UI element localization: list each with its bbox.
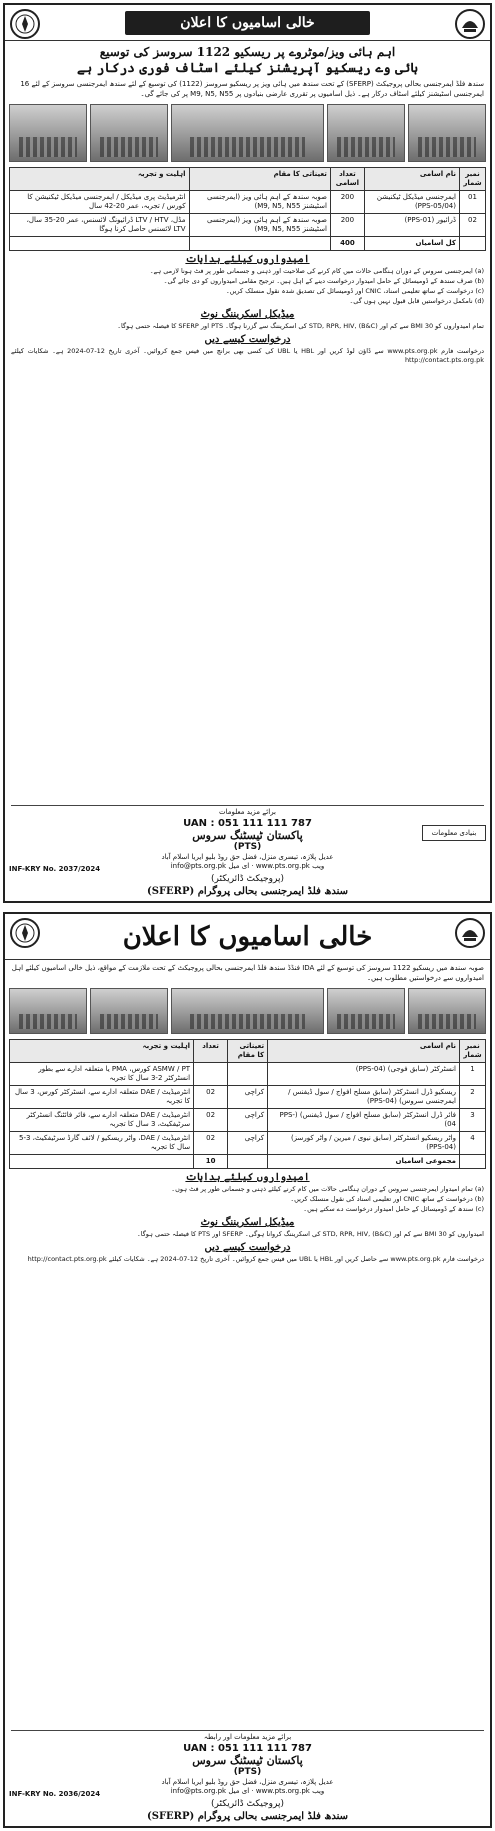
cell-post: ریسکیو ڈرل انسٹرکٹر (سابق مسلح افواج / سول ڈیفنس / ایمرجنسی سروس) (PPS-04) bbox=[268, 1086, 460, 1109]
sindh-emblem-icon bbox=[9, 917, 41, 949]
ad-1-medical-title: میڈیکل اسکریننگ نوٹ bbox=[200, 309, 295, 320]
rescue-parade-photo bbox=[171, 104, 325, 162]
cell-count bbox=[194, 1063, 228, 1086]
divider bbox=[11, 805, 484, 806]
table-row bbox=[10, 1109, 486, 1132]
col-sno: نمبر شمار bbox=[460, 1040, 486, 1063]
cell-post: ڈرائیور (PPS-01) bbox=[364, 214, 459, 237]
signatory-title: (پروجیکٹ ڈائریکٹر) bbox=[211, 1799, 284, 1809]
cell-count: 200 bbox=[330, 214, 364, 237]
pts-contact: info@pts.org.pk ای میل · www.pts.org.pk ویب bbox=[170, 1787, 325, 1795]
ad-1-medical-note: تمام امیدواروں کو BMI 30 سے کم اور STD, RPR, HIV, (B&C) کی اسکریننگ سے گزرنا ہوگا۔ PTS اور SFERP کا فیصلہ حتمی ہوگا۔ bbox=[117, 322, 484, 330]
cell-qualification: ASMW / PT کورس، PMA یا متعلقہ ادارے سے بطور انسٹرکٹر 2-3 سال کا تجربہ bbox=[10, 1063, 194, 1086]
signatory-org: سندھ فلڈ ایمرجنسی بحالی پروگرام (SFERP) bbox=[147, 1811, 348, 1822]
ad-1-ref-number: INF-KRY No. 2037/2024 bbox=[9, 865, 101, 873]
cell-qualification: مڈل، LTV / HTV ڈرائیونگ لائسنس، عمر 20-35 سال، LTV لائسنس حاصل کرنا ہوگا bbox=[10, 214, 190, 237]
ad-1-jobs-table bbox=[9, 167, 486, 251]
instruction-item: (c) سندھ کے ڈومیسائل کے حامل امیدوار درخواست دے سکتے ہیں۔ bbox=[303, 1205, 484, 1213]
cell-post: فائر ڈرل انسٹرکٹر (سابق مسلح افواج / سول ڈیفنس) (PPS-04) bbox=[268, 1109, 460, 1132]
col-count: تعداد اسامی bbox=[330, 168, 364, 191]
cell-total-value: 400 bbox=[330, 237, 364, 251]
ad-2-jobs-table bbox=[9, 1039, 486, 1169]
cell-sno: 01 bbox=[460, 191, 486, 214]
ad-2-footer bbox=[5, 1728, 490, 1826]
instruction-item: (b) صرف سندھ کے ڈومیسائل کے حامل امیدوار درخواست دینے کے اہل ہیں۔ ترجیح مقامی امیدواروں کو دی جائے گی۔ bbox=[163, 277, 484, 285]
ad-1-headline: اہم ہائی ویز/موٹروے پر ریسکیو 1122 سروسز کی توسیع bbox=[99, 45, 396, 59]
cell-location: کراچی bbox=[228, 1132, 268, 1155]
cell-location: کراچی bbox=[228, 1086, 268, 1109]
ad-2-medical-note: امیدواروں کو BMI 30 سے کم اور STD, RPR, HIV, (B&C) کی اسکریننگ کروانا ہوگی۔ SFERP اور PTS کا فیصلہ حتمی ہوگا۔ bbox=[136, 1230, 484, 1238]
ad-1-apply-title: درخواست کیسے دیں bbox=[204, 334, 291, 345]
table-row bbox=[10, 214, 486, 237]
pts-name-urdu: پاکستان ٹیسٹنگ سروس bbox=[192, 829, 303, 842]
ad-1-footer bbox=[5, 803, 490, 901]
cell-qualification: انٹرمیڈیٹ / DAE متعلقہ ادارے سے، انسٹرکٹر کورس، 3 سال کا تجربہ bbox=[10, 1086, 194, 1109]
ad-1-instructions-title: امیدواروں کیلئے ہدایات bbox=[185, 254, 310, 265]
pts-name-en: (PTS) bbox=[233, 842, 262, 852]
cell-sno: 4 bbox=[460, 1132, 486, 1155]
col-qualification: اہلیت و تجربہ bbox=[10, 1040, 194, 1063]
cell-empty bbox=[460, 237, 486, 251]
ambulance-photo bbox=[327, 104, 405, 162]
pts-name-en: (PTS) bbox=[233, 1767, 262, 1777]
cell-total-label: مجموعی اسامیاں bbox=[268, 1155, 460, 1169]
ad-2-apply-title: درخواست کیسے دیں bbox=[204, 1242, 291, 1253]
col-location: تعیناتی کا مقام bbox=[228, 1040, 268, 1063]
pts-name-urdu: پاکستان ٹیسٹنگ سروس bbox=[192, 1754, 303, 1767]
job-ad-2 bbox=[3, 912, 492, 1828]
table-row bbox=[10, 1086, 486, 1109]
ad-1-banner-title: خالی اسامیوں کا اعلان bbox=[125, 11, 370, 35]
sindh-emblem-icon bbox=[9, 8, 41, 40]
divider bbox=[11, 1730, 484, 1731]
cell-total-value: 10 bbox=[194, 1155, 228, 1169]
cell-count: 02 bbox=[194, 1086, 228, 1109]
cell-qualification: انٹرمیڈیٹ / DAE، واٹر ریسکیو / لائف گارڈ سرٹیفکیٹ، 3-5 سال کا تجربہ bbox=[10, 1132, 194, 1155]
cell-empty bbox=[460, 1155, 486, 1169]
ad-2-ref-number: INF-KRY No. 2036/2024 bbox=[9, 1790, 101, 1798]
instruction-item: (d) نامکمل درخواستیں قابل قبول نہیں ہوں گی۔ bbox=[349, 297, 484, 305]
cell-sno: 3 bbox=[460, 1109, 486, 1132]
rescue-drill-photo bbox=[408, 988, 486, 1034]
cell-location: کراچی bbox=[228, 1109, 268, 1132]
cell-location bbox=[228, 1063, 268, 1086]
cell-count: 02 bbox=[194, 1109, 228, 1132]
rescue-motorbike-photo bbox=[90, 988, 168, 1034]
col-post: نام اسامی bbox=[364, 168, 459, 191]
ad-1-note-box: بنیادی معلومات bbox=[422, 825, 486, 841]
ad-1-apply-text: درخواست فارم www.pts.org.pk سے ڈاؤن لوڈ کریں اور HBL یا UBL کی کسی بھی برانچ میں فیس جمع کروائیں۔ آخری تاریخ 12-07-2024 ہے۔ شکایات کیلئے http://contact.pts.org.pk bbox=[11, 347, 485, 364]
job-ad-1 bbox=[3, 3, 492, 903]
table-total-row bbox=[10, 1155, 486, 1169]
cell-post: ایمرجنسی میڈیکل ٹیکنیشن (PPS-05/04) bbox=[364, 191, 459, 214]
pts-contact: info@pts.org.pk ای میل · www.pts.org.pk ویب bbox=[170, 862, 325, 870]
uan-number: UAN : 051 111 111 787 bbox=[183, 818, 312, 829]
table-row bbox=[10, 1132, 486, 1155]
ad-1-header bbox=[5, 5, 490, 41]
cell-post: واٹر ریسکیو انسٹرکٹر (سابق نیوی / میرین / واٹر کورسز) (PPS-04) bbox=[268, 1132, 460, 1155]
ad-2-apply-text: درخواست فارم www.pts.org.pk سے حاصل کریں اور HBL یا UBL میں فیس جمع کروائیں۔ آخری تاریخ 12-07-2024 ہے۔ شکایات کیلئے http://contact.pts.org.pk bbox=[27, 1255, 484, 1263]
signatory-org: سندھ فلڈ ایمرجنسی بحالی پروگرام (SFERP) bbox=[147, 886, 348, 897]
col-sno: نمبر شمار bbox=[460, 168, 486, 191]
table-header-row bbox=[10, 1040, 486, 1063]
rescue-vehicle-photo bbox=[408, 104, 486, 162]
col-post: نام اسامی bbox=[268, 1040, 460, 1063]
info-label: برائے مزید معلومات bbox=[218, 808, 277, 816]
col-count: تعداد bbox=[194, 1040, 228, 1063]
uan-number: UAN : 051 111 111 787 bbox=[183, 1743, 312, 1754]
instruction-item: (c) درخواست کے ساتھ تعلیمی اسناد، CNIC اور ڈومیسائل کی تصدیق شدہ نقول منسلک کریں۔ bbox=[225, 287, 484, 295]
cell-qualification: انٹرمیڈیٹ / DAE متعلقہ ادارے سے، فائر فائٹنگ انسٹرکٹر سرٹیفکیٹ، 3 سال کا تجربہ bbox=[10, 1109, 194, 1132]
ad-2-photo-strip bbox=[5, 986, 490, 1036]
ad-1-photo-strip bbox=[5, 102, 490, 164]
cell-sno: 02 bbox=[460, 214, 486, 237]
cell-count: 02 bbox=[194, 1132, 228, 1155]
cell-total-label: کل اسامیاں bbox=[364, 237, 459, 251]
cell-empty bbox=[10, 237, 190, 251]
ad-1-intro: سندھ فلڈ ایمرجنسی بحالی پروجیکٹ (SFERP) کے تحت سندھ میں ہائی ویز پر ریسکیو سروسز (1122) کی توسیع کے لئے سندھ ایمرجنسی سروسز کے لئے 16 ایمرجنسی اسٹیشنز کیلئے اسٹاف درکار ہے۔ ذیل اسامیوں پر تقرری عارضی بنیادوں پر M9, N5, N55 پر کی جائے گی۔ bbox=[20, 80, 484, 98]
cell-empty bbox=[228, 1155, 268, 1169]
pts-address: عدیل پلازہ، تیسری منزل، فضل حق روڈ بلیو ایریا اسلام آباد bbox=[161, 853, 334, 861]
ad-2-instructions-title: امیدواروں کیلئے ہدایات bbox=[185, 1172, 310, 1183]
pts-address: عدیل پلازہ، تیسری منزل، فضل حق روڈ بلیو ایریا اسلام آباد bbox=[161, 1778, 334, 1786]
ad-1-subheadline: ہائی وے ریسکیو آپریشنز کیلئے اسٹاف فوری درکار ہے bbox=[77, 61, 418, 76]
rescue-team-photo bbox=[90, 104, 168, 162]
cell-empty bbox=[10, 1155, 194, 1169]
table-total-row bbox=[10, 237, 486, 251]
ad-2-intro: صوبہ سندھ میں ریسکیو 1122 سروسز کی توسیع کے لئے IDA فنڈڈ سندھ فلڈ ایمرجنسی بحالی پروجیکٹ کے تحت ملازمت کے مواقع، ذیل خالی اسامیوں کیلئے اہل امیدواروں سے درخواستیں مطلوب ہیں۔ bbox=[11, 964, 484, 982]
instruction-item: (b) درخواست کے ساتھ CNIC اور تعلیمی اسناد کی نقول منسلک کریں۔ bbox=[290, 1195, 484, 1203]
ad-2-banner-title: خالی اسامیوں کا اعلان bbox=[75, 918, 420, 956]
instruction-item: (a) ایمرجنسی سروس کے دوران ہنگامی حالات میں کام کرنے کی صلاحیت اور ذہنی و جسمانی طور پر فٹ ہونا لازمی ہے۔ bbox=[149, 267, 484, 275]
cell-sno: 2 bbox=[460, 1086, 486, 1109]
cell-sno: 1 bbox=[460, 1063, 486, 1086]
cell-qualification: انٹرمیڈیٹ پری میڈیکل / ایمرجنسی میڈیکل ٹیکنیشن کا کورس / تجربہ، عمر 20-42 سال bbox=[10, 191, 190, 214]
table-row bbox=[10, 1063, 486, 1086]
rescue-motorbike-photo bbox=[9, 104, 87, 162]
rescue-parade-photo bbox=[171, 988, 325, 1034]
ad-2-instructions bbox=[5, 1185, 490, 1214]
col-location: تعیناتی کا مقام bbox=[189, 168, 330, 191]
government-seal-icon bbox=[454, 917, 486, 949]
cell-count: 200 bbox=[330, 191, 364, 214]
cell-empty bbox=[189, 237, 330, 251]
rescue-team-photo bbox=[9, 988, 87, 1034]
instruction-item: (a) تمام امیدوار ایمرجنسی سروس کے دوران ہنگامی حالات میں کام کرنے کیلئے ذہنی و جسمانی طور پر فٹ ہوں۔ bbox=[171, 1185, 484, 1193]
table-header-row bbox=[10, 168, 486, 191]
rescue-staff-photo bbox=[327, 988, 405, 1034]
col-qualification: اہلیت و تجربہ bbox=[10, 168, 190, 191]
government-seal-icon bbox=[454, 8, 486, 40]
ad-1-instructions bbox=[5, 267, 490, 306]
cell-location: صوبہ سندھ کے اہم ہائی ویز (ایمرجنسی اسٹیشنز M9, N5, N55) bbox=[189, 214, 330, 237]
cell-location: صوبہ سندھ کے اہم ہائی ویز (ایمرجنسی اسٹیشنز M9, N5, N55) bbox=[189, 191, 330, 214]
info-label: برائے مزید معلومات اور رابطہ bbox=[203, 1733, 292, 1741]
ad-2-medical-title: میڈیکل اسکریننگ نوٹ bbox=[200, 1217, 295, 1228]
cell-post: انسٹرکٹر (سابق فوجی) (PPS-04) bbox=[268, 1063, 460, 1086]
ad-2-header bbox=[5, 914, 490, 960]
table-row bbox=[10, 191, 486, 214]
signatory-title: (پروجیکٹ ڈائریکٹر) bbox=[211, 874, 284, 884]
